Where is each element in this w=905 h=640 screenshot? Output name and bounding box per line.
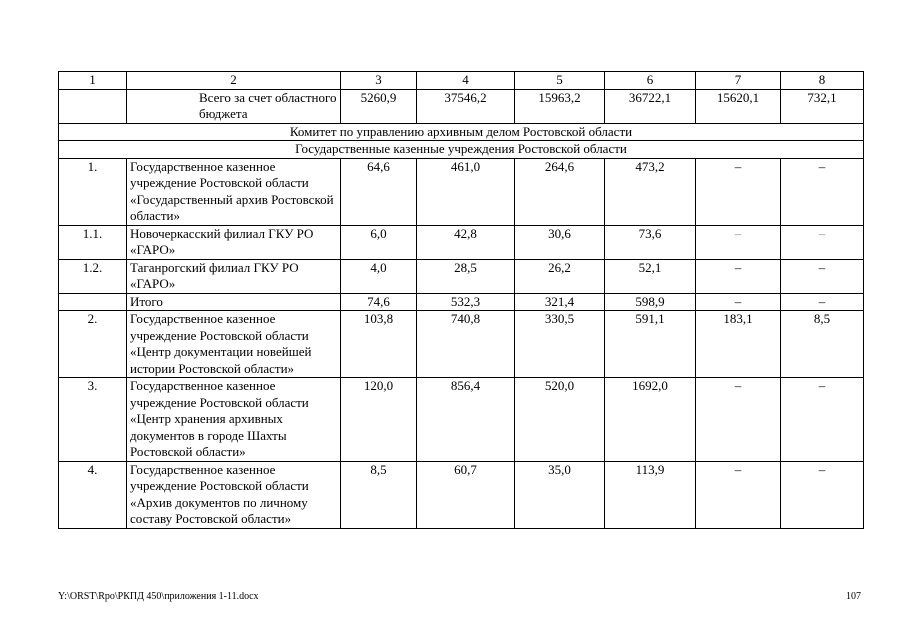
value-cell: 64,6	[341, 158, 417, 225]
row-number	[59, 293, 127, 311]
row-label: Всего за счет областного бюджета	[127, 89, 341, 123]
value-cell: 264,6	[515, 158, 605, 225]
total-budget-row	[59, 89, 864, 123]
value-cell: –	[696, 158, 781, 225]
value-cell: 52,1	[605, 259, 696, 293]
value-cell: 42,8	[417, 225, 515, 259]
row-label: Государственное казенное учреждение Ростовской области «Центр хранения архивных документов в городе Шахты Ростовской области»	[127, 378, 341, 462]
value-cell: 856,4	[417, 378, 515, 462]
subsection-title: Государственные казенные учреждения Ростовской области	[59, 141, 864, 159]
row-number: 1.	[59, 158, 127, 225]
value-cell: –	[781, 225, 864, 259]
committee-row	[59, 123, 864, 141]
value-cell: 35,0	[515, 461, 605, 528]
committee-title: Комитет по управлению архивным делом Ростовской области	[59, 123, 864, 141]
value-cell: –	[781, 158, 864, 225]
value-cell: 183,1	[696, 311, 781, 378]
row-number: 4.	[59, 461, 127, 528]
value-cell: 4,0	[341, 259, 417, 293]
budget-table	[58, 71, 864, 529]
footer-page-number: 107	[846, 591, 861, 602]
value-cell: 532,3	[417, 293, 515, 311]
value-cell: 321,4	[515, 293, 605, 311]
value-cell: –	[696, 293, 781, 311]
row-number	[59, 89, 127, 123]
row-label: Государственное казенное учреждение Ростовской области «Центр документации новейшей истории Ростовской области»	[127, 311, 341, 378]
table-row	[59, 378, 864, 462]
value-cell: 520,0	[515, 378, 605, 462]
value-cell: 30,6	[515, 225, 605, 259]
value-cell: 598,9	[605, 293, 696, 311]
value-cell: 26,2	[515, 259, 605, 293]
value-cell: –	[781, 259, 864, 293]
value-cell: 74,6	[341, 293, 417, 311]
value-cell: 113,9	[605, 461, 696, 528]
footer-file-path: Y:\ORST\Rpo\РКПД 450\приложения 1-11.docx	[58, 591, 259, 602]
row-label: Государственное казенное учреждение Ростовской области «Государственный архив Ростовской области»	[127, 158, 341, 225]
value-cell: 8,5	[781, 311, 864, 378]
value-cell: 461,0	[417, 158, 515, 225]
value-cell: 591,1	[605, 311, 696, 378]
value-cell: –	[696, 378, 781, 462]
value-cell: 330,5	[515, 311, 605, 378]
row-label: Государственное казенное учреждение Ростовской области «Архив документов по личному составу Ростовской области»	[127, 461, 341, 528]
row-label: Таганрогский филиал ГКУ РО «ГАРО»	[127, 259, 341, 293]
value-cell: 120,0	[341, 378, 417, 462]
table-row	[59, 461, 864, 528]
row-label: Новочеркасский филиал ГКУ РО «ГАРО»	[127, 225, 341, 259]
table-row	[59, 311, 864, 378]
value-cell: 732,1	[781, 89, 864, 123]
value-cell: 28,5	[417, 259, 515, 293]
row-number: 3.	[59, 378, 127, 462]
header-cell: 5	[515, 72, 605, 90]
row-label: Итого	[127, 293, 341, 311]
header-row	[59, 72, 864, 90]
value-cell: –	[696, 461, 781, 528]
value-cell: –	[781, 293, 864, 311]
table-row	[59, 158, 864, 225]
table-row	[59, 293, 864, 311]
row-number: 1.1.	[59, 225, 127, 259]
value-cell: 8,5	[341, 461, 417, 528]
value-cell: 15620,1	[696, 89, 781, 123]
header-cell: 1	[59, 72, 127, 90]
value-cell: –	[781, 461, 864, 528]
row-number: 1.2.	[59, 259, 127, 293]
value-cell: 36722,1	[605, 89, 696, 123]
value-cell: 5260,9	[341, 89, 417, 123]
value-cell: 6,0	[341, 225, 417, 259]
header-cell: 8	[781, 72, 864, 90]
value-cell: 740,8	[417, 311, 515, 378]
value-cell: 37546,2	[417, 89, 515, 123]
value-cell: 473,2	[605, 158, 696, 225]
value-cell: 73,6	[605, 225, 696, 259]
value-cell: –	[781, 378, 864, 462]
row-number: 2.	[59, 311, 127, 378]
value-cell: –	[696, 259, 781, 293]
header-cell: 6	[605, 72, 696, 90]
value-cell: 103,8	[341, 311, 417, 378]
header-cell: 4	[417, 72, 515, 90]
header-cell: 2	[127, 72, 341, 90]
header-cell: 3	[341, 72, 417, 90]
value-cell: –	[696, 225, 781, 259]
subsection-row	[59, 141, 864, 159]
value-cell: 15963,2	[515, 89, 605, 123]
table-row	[59, 259, 864, 293]
table-row	[59, 225, 864, 259]
header-cell: 7	[696, 72, 781, 90]
value-cell: 60,7	[417, 461, 515, 528]
value-cell: 1692,0	[605, 378, 696, 462]
